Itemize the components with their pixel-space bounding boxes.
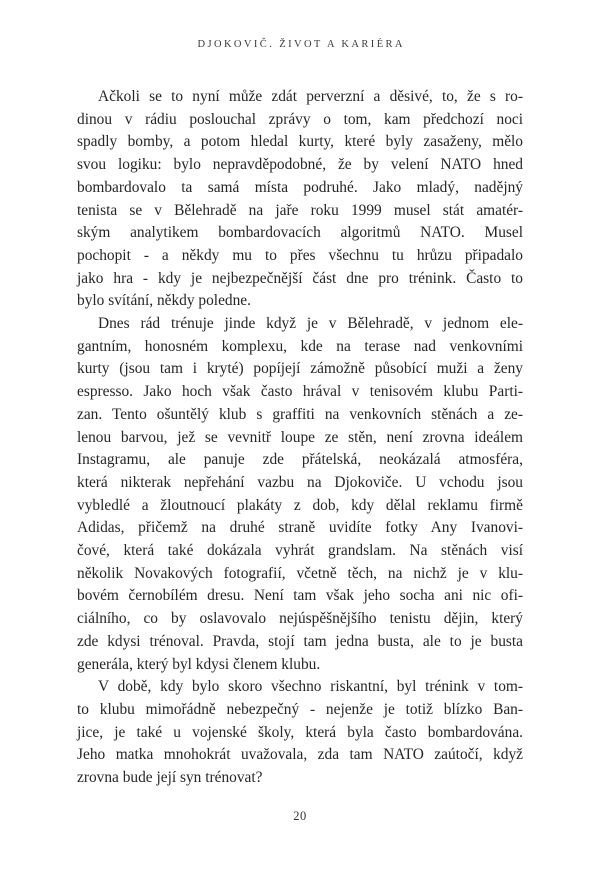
text-line: to klubu mimořádně nebezpečný - nejenže je totiž blízko Ban- [77,700,523,718]
running-header: DJOKOVIČ. ŽIVOT A KARIÉRA [197,39,405,50]
text-line: V době, kdy bylo skoro všechno riskantní, byl trénink v tom- [98,678,523,696]
text-line: bombardovalo ta samá místa podruhé. Jako mladý, nadějný [77,178,523,196]
text-line: Dnes rád trénuje jinde když je v Bělehradě, v jednom ele- [98,315,523,333]
text-line: jako hra - kdy je nejbezpečnější část dne pro trénink. Často to [77,269,523,287]
text-line: ským analytikem bombardovacích algoritmů NATO. Musel [77,224,523,242]
text-line: zde kdysi trénoval. Pravda, stojí tam jedna busta, ale to je busta [77,632,523,650]
text-line: Jeho matka mnohokrát uvažovala, zda tam NATO zaútočí, když [77,746,523,764]
text-line: Instagramu, ale panuje zde přátelská, neokázalá atmosféra, [77,451,523,469]
text-line: dinou v rádiu poslouchal zprávy o tom, kam předchozí noci [77,110,523,128]
text-line: ciálního, co by oslavovalo nejúspěšnějšího tenistu dějin, který [77,610,523,628]
text-line: pochopit - a někdy mu to přes všechnu tu hrůzu připadalo [77,246,523,264]
text-line: generála, který byl kdysi členem klubu. [77,655,321,673]
text-line: zrovna bude její syn trénovat? [77,769,263,787]
text-line: lenou barvou, jež se vevnitř loupe ze stěn, není zrovna ideálem [77,428,523,446]
text-line: spadly bomby, a potom hledal kurty, které byly zasaženy, mělo [77,133,523,151]
text-line: bovém černobílém dresu. Není tam však jeho socha ani nic ofi- [77,587,523,605]
text-line: svou logiku: bylo nepravděpodobné, že by velení NATO hned [77,156,523,174]
text-line: vybledlé a žloutnoucí plakáty z dob, kdy dělal reklamu firmě [77,496,523,514]
page-number: 20 [293,809,307,823]
text-line: kurty (jsou tam i kryté) popíjejí zámožně působící muži a ženy [77,360,523,378]
text-line: zan. Tento ošuntělý klub s graffiti na venkovních stěnách a ze- [77,405,523,423]
paragraph [77,313,523,676]
text-line: bylo svítání, někdy poledne. [77,292,251,310]
text-line: čové, která také dokázala vyhrát grandslam. Na stěnách visí [77,542,523,560]
paragraph [77,676,523,790]
body-text [77,86,523,790]
text-line: espresso. Jako hoch však často hrával v tenisovém klubu Parti- [77,383,523,401]
paragraph [77,86,523,313]
text-line: tenista se v Bělehradě na jaře roku 1999 musel stát amatér- [77,201,523,219]
text-line: gantním, honosném komplexu, kde na terase nad venkovními [77,337,523,355]
text-line: Adidas, přičemž na druhé straně uvidíte fotky Any Ivanovi- [77,519,523,537]
text-line: Ačkoli se to nyní může zdát perverzní a děsivé, to, že s ro- [98,88,523,105]
text-line: několik Novakových fotografií, včetně těch, na nichž je v klu- [77,564,523,582]
text-line: která nikterak nepřehání vazbu na Djokoviče. U vchodu jsou [77,473,523,491]
text-line: jice, je také u vojenské školy, která byla často bombardována. [77,723,523,741]
